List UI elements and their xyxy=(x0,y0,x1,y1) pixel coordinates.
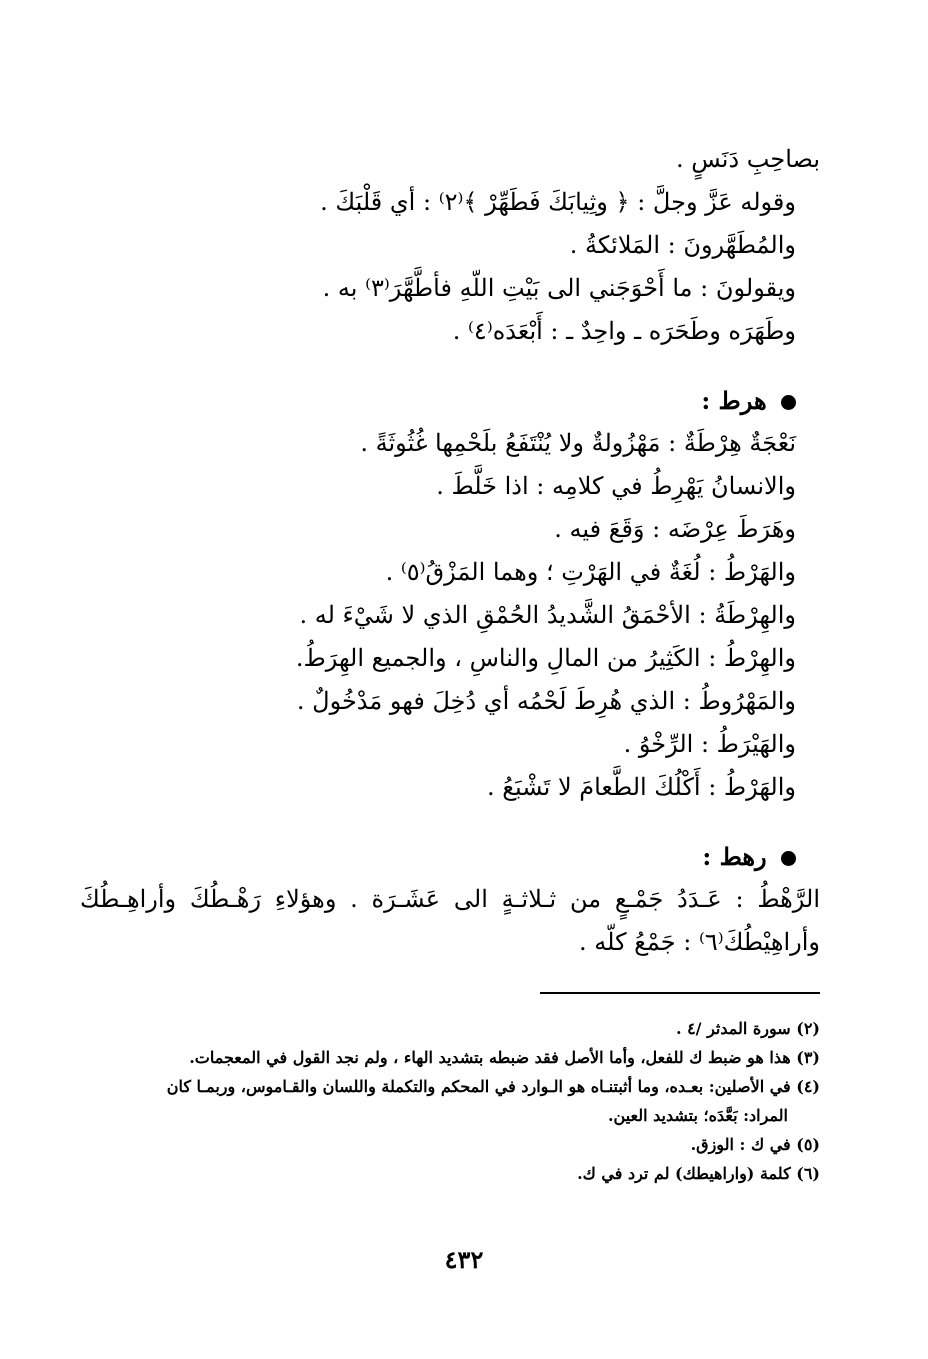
main-text-block xyxy=(80,138,820,964)
bullet-dot-icon xyxy=(781,851,796,866)
footnote: (٥) في ك : الوزق. xyxy=(690,1135,820,1154)
text-line: والهِرْطُ : الكَثِيرُ من المالِ والناسِ ، والجميع الهِرَطُ. xyxy=(295,644,796,672)
text-line: والمُطَهَّرونَ : المَلائكةُ . xyxy=(569,231,796,259)
bullet-dot-icon xyxy=(781,395,796,410)
footnote: (٣) هذا هو ضبط ك للفعل، وأما الأصل فقد ضبطه بتشديد الهاء ، ولم نجد القول في المعجمات. xyxy=(189,1048,820,1067)
footnote: (٢) سورة المدثر /٤ . xyxy=(675,1019,820,1038)
section-gap xyxy=(80,353,820,379)
section-gap xyxy=(80,809,820,835)
text-line: والهَرْطُ : لُغَةٌ في الهَرْتِ ؛ وهما المَزْقُ⁽٥⁾ . xyxy=(385,558,796,586)
text-line: والمَهْرُوطُ : الذي هُرِطَ لَحْمُه أي دُخِلَ فهو مَدْخُولٌ . xyxy=(296,687,796,715)
text-line: الرَّهْطُ : عَـدَدُ جَمْـعٍ من ثـلاثـةٍ الى عَشَـرَة . وهؤلاءِ رَهْـطُكَ وأراهِـطُكَ xyxy=(80,885,820,913)
text-line: نَعْجَةٌ هِرْطَةٌ : مَهْزُولةٌ ولا يُنْتَفَعُ بلَحْمِها غُثُوثَةً . xyxy=(360,429,796,457)
text-line: وقوله عَزَّ وجلَّ : ﴿ وثِيابَكَ فَطَهِّرْ ﴾⁽٢⁾ : أي قَلْبَكَ . xyxy=(320,188,796,216)
footnotes-block xyxy=(80,1014,820,1188)
entry-heading-rht xyxy=(80,835,820,878)
entry-heading-label: هرط : xyxy=(701,386,767,415)
entry-heading-hrt xyxy=(80,379,820,422)
text-line: وأراهِيْطُكَ⁽٦⁾ : جَمْعُ كلّه . xyxy=(579,928,820,956)
text-line: وطَهَرَه وطَحَرَه ـ واحِدٌ ـ : أَبْعَدَه⁽٤⁾ . xyxy=(452,317,796,345)
text-line: والهَيْرَطُ : الرِّخْوُ . xyxy=(623,730,796,758)
entry-heading-label: رهط : xyxy=(702,842,767,871)
text-line: والانسانُ يَهْرِطُ في كلامِه : اذا خَلَّطَ . xyxy=(436,472,796,500)
page-number: ٤٣٢ xyxy=(444,1245,484,1274)
footnote-separator xyxy=(540,992,820,994)
text-line: بصاحِبِ دَنَسٍ . xyxy=(675,145,820,173)
footnote: (٤) في الأصلين: بعـده، وما أثبتنـاه هو الـوارد في المحكم والتكملة واللسان والقـاموس، وربمـا كان xyxy=(166,1077,820,1096)
text-line: وهَرَطَ عِرْضَه : وَقَعَ فيه . xyxy=(554,515,796,543)
text-line: والهِرْطَةُ : الأحْمَقُ الشَّديدُ الحُمْقِ الذي لا شَيْءَ له . xyxy=(299,601,796,629)
footnote-continuation: المراد: بَعَّدَه؛ بتشديد العين. xyxy=(607,1106,788,1125)
text-line: ويقولونَ : ما أَحْوَجَني الى بَيْتِ اللّهِ فأطَّهَّرَ⁽٣⁾ به . xyxy=(322,274,796,302)
footnote: (٦) كلمة (واراهيطك) لم ترد في ك. xyxy=(577,1164,820,1183)
text-line: والهَرْطُ : أَكْلُكَ الطَّعامَ لا تَشْبَعُ . xyxy=(486,773,796,801)
